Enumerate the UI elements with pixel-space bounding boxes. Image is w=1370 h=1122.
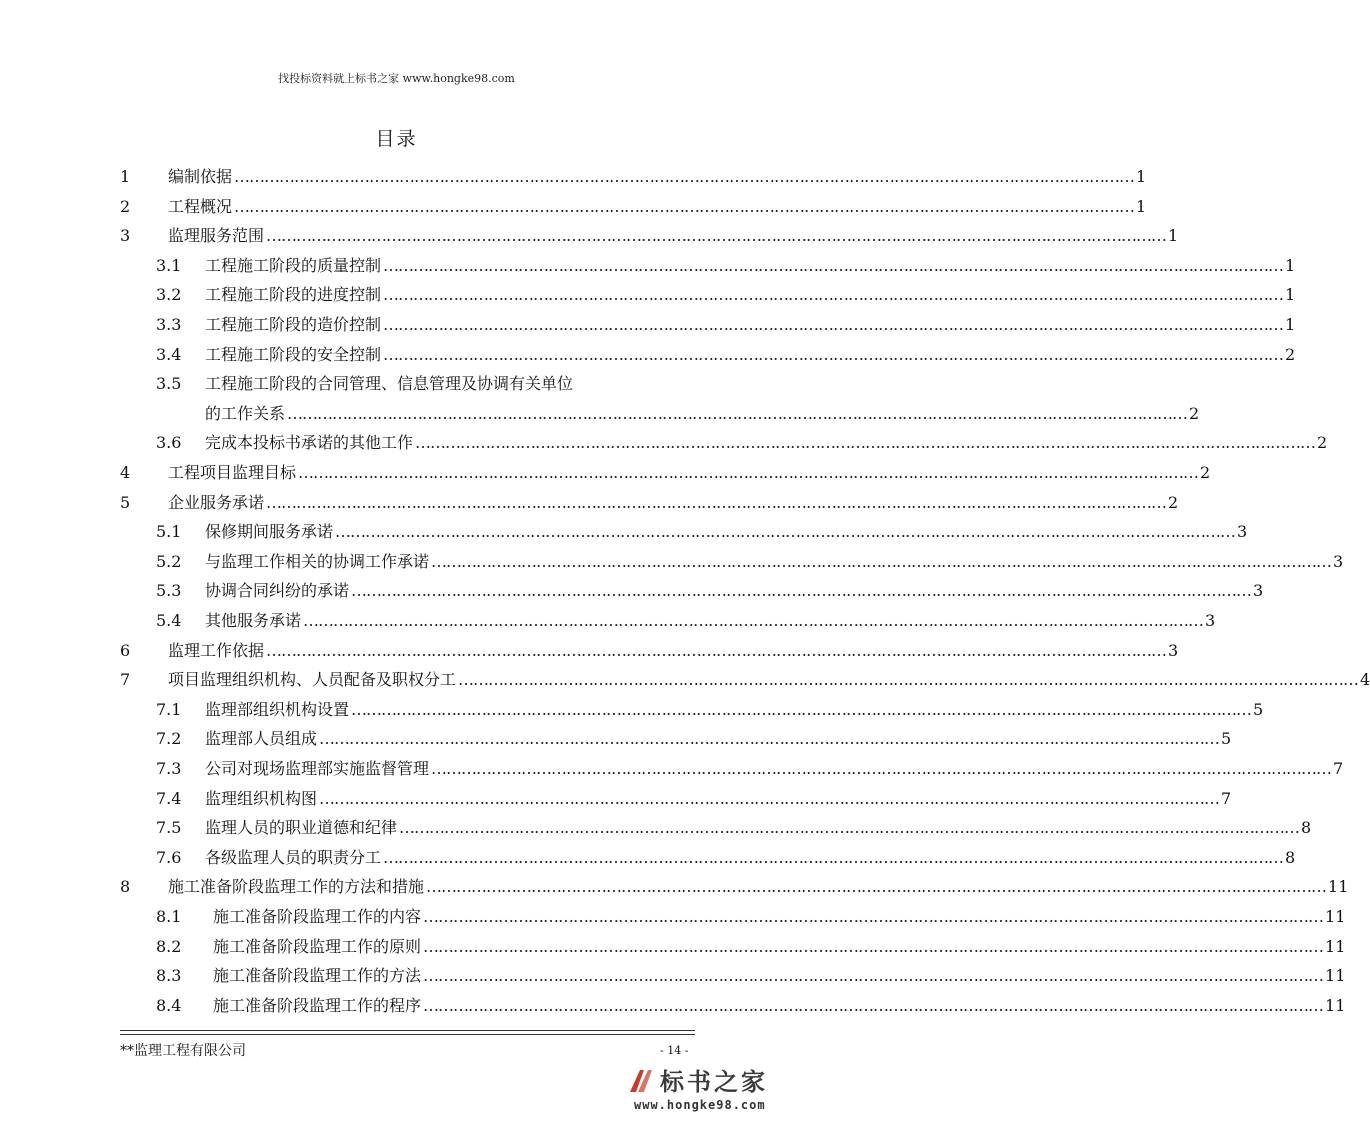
toc-leader-dots: ……………………………………………………………………………………………………………………………………………………………… [266,226,1167,246]
toc-page-number: 3 [1168,640,1179,660]
toc-leader-dots: ……………………………………………………………………………………………………………………………………………………………… [303,611,1204,630]
toc-entry[interactable] [213,994,1346,1018]
toc-number: 3.3 [156,315,182,334]
toc-page-number: 2 [1285,344,1296,364]
toc-leader-dots: ……………………………………………………………………………………………………………………………………………………………… [423,995,1324,1015]
toc-number: 3.5 [156,374,182,394]
toc-row [0,935,1346,959]
toc-leader-dots: ……………………………………………………………………………………………………………………………………………………………… [319,788,1220,808]
toc-entry[interactable] [168,491,1179,515]
toc-row [0,579,1264,603]
toc-leader-dots: ……………………………………………………………………………………………………………………………………………………………… [383,847,1284,867]
toc-entry-title: 监理服务范围 [168,226,265,246]
toc-row [0,195,1147,219]
toc-leader-dots: ……………………………………………………………………………………………………………………………………………………………… [399,818,1300,838]
toc-entry-title: 监理人员的职业道德和纪律 [205,818,398,838]
toc-entry[interactable] [205,846,1296,870]
toc-entry[interactable] [168,165,1147,189]
logo-url: www.hongke98.com [634,1098,766,1112]
toc-page-number: 11 [1325,936,1346,956]
toc-leader-dots: ……………………………………………………………………………………………………………………………………………………………… [351,699,1252,719]
toc-page-number: 8 [1301,818,1312,838]
toc-row [0,994,1346,1018]
toc-page-number: 1 [1168,226,1179,246]
toc-number: 7.2 [156,729,182,749]
toc-page-number: 1 [1136,196,1147,216]
toc-entry[interactable] [213,964,1346,988]
toc-row [0,431,1328,455]
toc-leader-dots: ……………………………………………………………………………………………………………………………………………………………… [335,522,1236,542]
toc-row [0,668,1370,692]
toc-title: 目录 [375,128,418,150]
toc-entry-title: 工程施工阶段的造价控制 [205,315,382,334]
toc-entry-title: 监理部组织机构设置 [205,699,350,719]
toc-entry-title: 监理部人员组成 [205,729,318,749]
toc-leader-dots: ……………………………………………………………………………………………………………………………………………………………… [415,433,1316,453]
toc-page-number: 1 [1136,167,1147,186]
toc-page-number: 1 [1285,255,1296,275]
toc-number: 3.1 [156,255,182,275]
toc-row [0,875,1349,899]
toc-entry-title: 工程施工阶段的进度控制 [205,285,382,305]
toc-row [0,609,1216,633]
logo-text: 标书之家 [660,1068,768,1096]
toc-row [0,313,1296,337]
toc-number: 8 [120,877,131,897]
toc-row [0,520,1248,544]
toc-row [0,283,1296,307]
toc-entry[interactable] [168,461,1211,485]
toc-leader-dots: ……………………………………………………………………………………………………………………………………………………………… [266,492,1167,512]
toc-entry-title: 施工准备阶段监理工作的方法 [213,966,422,986]
toc-entry-title: 与监理工作相关的协调工作承诺 [205,551,430,571]
toc-entry[interactable] [168,668,1370,692]
toc-entry[interactable] [213,905,1346,929]
toc-entry-title: 企业服务承诺 [168,492,265,512]
toc-leader-dots: ……………………………………………………………………………………………………………………………………………………………… [351,581,1252,601]
toc-page-number: 7 [1221,788,1232,808]
toc-row [0,787,1232,811]
toc-entry[interactable] [205,254,1296,278]
toc-number: 7.5 [156,818,182,838]
toc-entry[interactable] [205,520,1248,544]
toc-row [0,639,1179,663]
toc-number: 5.2 [156,551,182,571]
toc-entry-title: 施工准备阶段监理工作的程序 [213,995,422,1015]
toc-page-number: 2 [1200,463,1211,482]
toc-leader-dots: ……………………………………………………………………………………………………………………………………………………………… [383,285,1284,305]
toc-row [0,846,1296,870]
toc-leader-dots: ……………………………………………………………………………………………………………………………………………………………… [431,759,1332,778]
toc-entry-title: 施工准备阶段监理工作的原则 [213,936,422,956]
toc-row [0,698,1264,722]
toc-entry[interactable] [205,757,1344,781]
toc-leader-dots: ……………………………………………………………………………………………………………………………………………………………… [383,255,1284,275]
toc-row [0,343,1296,367]
toc-number: 7.4 [156,788,182,808]
toc-number: 5.3 [156,581,182,601]
toc-leader-dots: ……………………………………………………………………………………………………………………………………………………………… [431,551,1332,571]
toc-number: 3 [120,226,131,246]
site-logo [626,1062,786,1118]
toc-number: 1 [120,167,131,186]
toc-row [0,727,1232,751]
toc-page-number: 2 [1189,403,1200,423]
toc-entry-title: 工程施工阶段的安全控制 [205,344,382,364]
toc-entry[interactable] [205,283,1296,307]
toc-entry[interactable] [205,343,1296,367]
toc-number: 7.1 [156,699,182,719]
toc-leader-dots: ……………………………………………………………………………………………………………………………………………………………… [319,729,1220,749]
toc-row [0,461,1211,485]
toc-number: 7 [120,670,131,690]
toc-number: 8.3 [156,966,182,986]
toc-page-number: 5 [1253,699,1264,719]
toc-entry[interactable] [205,579,1264,603]
toc-page-number: 11 [1325,907,1346,926]
toc-number: 5.1 [156,522,182,542]
toc-row [0,224,1179,248]
toc-page-number: 3 [1333,551,1344,571]
toc-page-number: 7 [1333,759,1344,778]
toc-entry[interactable] [205,727,1232,751]
toc-row [0,254,1296,278]
toc-leader-dots: ……………………………………………………………………………………………………………………………………………………………… [423,936,1324,956]
toc-entry-title: 其他服务承诺 [205,611,302,630]
toc-entry-title: 完成本投标书承诺的其他工作 [205,433,414,453]
toc-entry-title: 工程施工阶段的合同管理、信息管理及协调有关单位 [205,374,574,394]
toc-row [0,905,1346,929]
toc-entry-title: 施工准备阶段监理工作的方法和措施 [168,877,425,897]
footer-divider-thin [120,1034,695,1035]
toc-page-number: 8 [1285,847,1296,867]
toc-leader-dots: ……………………………………………………………………………………………………………………………………………………………… [458,670,1359,690]
toc-entry-title: 各级监理人员的职责分工 [205,847,382,867]
toc-page-number: 11 [1328,877,1349,897]
toc-entry-title: 监理组织机构图 [205,788,318,808]
toc-leader-dots: ……………………………………………………………………………………………………………………………………………………………… [423,966,1324,986]
toc-entry[interactable] [205,313,1296,337]
toc-page-number: 1 [1285,285,1296,305]
footer-company: **监理工程有限公司 [120,1043,246,1059]
toc-number: 7.6 [156,847,182,867]
toc-page-number: 11 [1325,995,1346,1015]
toc-page-number: 2 [1317,433,1328,453]
toc-number: 7.3 [156,759,182,778]
toc-page-number: 1 [1285,315,1296,334]
toc-leader-dots: ……………………………………………………………………………………………………………………………………………………………… [234,167,1135,186]
toc-number: 4 [120,463,131,482]
toc-page-number: 11 [1325,966,1346,986]
toc-entry[interactable] [205,609,1216,633]
toc-number: 3.2 [156,285,182,305]
toc-entry-title: 编制依据 [168,167,233,186]
toc-number: 5.4 [156,611,182,630]
toc-entry[interactable] [205,550,1344,574]
toc-entry-title: 工程概况 [168,196,233,216]
toc-entry-title: 公司对现场监理部实施监督管理 [205,759,430,778]
toc-number: 3.6 [156,433,182,453]
toc-leader-dots: ……………………………………………………………………………………………………………………………………………………………… [266,640,1167,660]
header-note: 找投标资料就上标书之家 www.hongke98.com [278,72,515,85]
toc-entry[interactable] [205,698,1264,722]
toc-leader-dots: ……………………………………………………………………………………………………………………………………………………………… [423,907,1324,926]
toc-entry-title: 的工作关系 [205,403,286,423]
toc-row [0,491,1179,515]
toc-leader-dots: ……………………………………………………………………………………………………………………………………………………………… [287,403,1188,423]
toc-number: 5 [120,492,131,512]
toc-entry-title: 工程项目监理目标 [168,463,297,482]
toc-number: 8.2 [156,936,182,956]
toc-entry[interactable] [205,431,1328,455]
toc-entry[interactable] [168,195,1147,219]
toc-entry-title: 协调合同纠纷的承诺 [205,581,350,601]
toc-entry-title: 施工准备阶段监理工作的内容 [213,907,422,926]
toc-entry-title: 保修期间服务承诺 [205,522,334,542]
toc-number: 8.4 [156,995,182,1015]
toc-entry[interactable] [205,787,1232,811]
toc-leader-dots: ……………………………………………………………………………………………………………………………………………………………… [426,877,1327,897]
toc-leader-dots: ……………………………………………………………………………………………………………………………………………………………… [383,344,1284,364]
toc-entry[interactable] [205,816,1312,840]
toc-page-number: 4 [1360,670,1370,690]
toc-page-number: 3 [1237,522,1248,542]
footer-page-number: - 14 - [660,1044,689,1057]
toc-entry[interactable] [168,875,1349,899]
toc-entry-title: 项目监理组织机构、人员配备及职权分工 [168,670,457,690]
toc-entry[interactable] [205,402,1200,426]
toc-row [0,757,1344,781]
toc-entry[interactable] [213,935,1346,959]
toc-row [0,165,1147,189]
toc-number: 2 [120,196,131,216]
toc-row [0,402,1200,426]
toc-leader-dots: ……………………………………………………………………………………………………………………………………………………………… [298,463,1199,482]
toc-entry-title: 工程施工阶段的质量控制 [205,255,382,275]
toc-entry[interactable] [168,224,1179,248]
toc-entry[interactable] [168,639,1179,663]
toc-row [0,372,793,396]
toc-row [0,550,1344,574]
toc-entry[interactable] [205,372,666,396]
toc-number: 8.1 [156,907,182,926]
toc-page-number: 2 [1168,492,1179,512]
toc-entry-title: 监理工作依据 [168,640,265,660]
toc-number: 6 [120,640,131,660]
toc-leader-dots: ……………………………………………………………………………………………………………………………………………………………… [383,315,1284,334]
footer-divider [120,1030,695,1031]
toc-row [0,964,1346,988]
toc-number: 3.4 [156,344,182,364]
toc-page-number: 5 [1221,729,1232,749]
toc-row [0,816,1312,840]
toc-page-number: 3 [1253,581,1264,601]
toc-leader-dots: ……………………………………………………………………………………………………………………………………………………………… [234,196,1135,216]
toc-page-number: 3 [1205,611,1216,630]
